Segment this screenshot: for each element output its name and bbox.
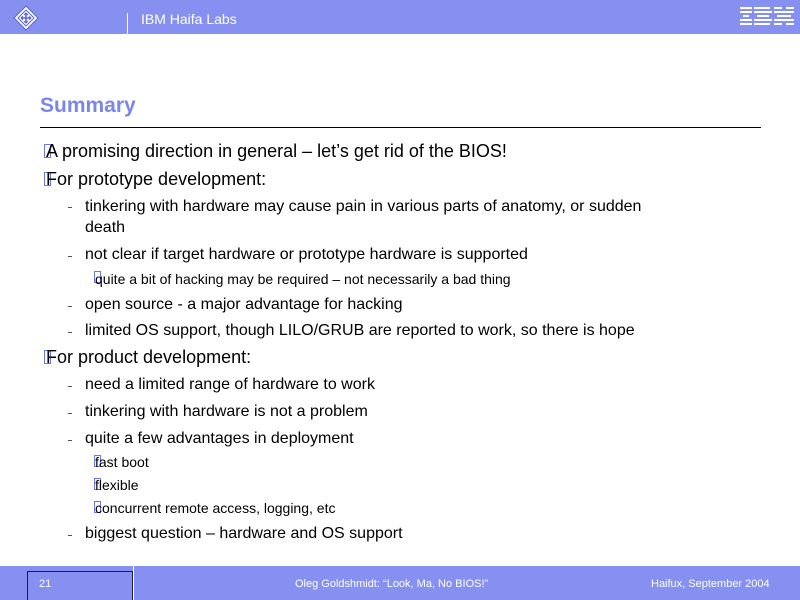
slide-title: Summary (40, 94, 136, 117)
header-divider (127, 13, 128, 34)
sub-bullet-item: tinkering with hardware may cause pain in various parts of anatomy, or sudden (85, 198, 642, 215)
header-bar (0, 0, 800, 34)
bullet-item: For prototype development: (46, 169, 267, 189)
footer-author-title: Oleg Goldshmidt: “Look, Ma, No BIOS!” (295, 578, 489, 590)
diamond-arrows-icon (13, 5, 39, 31)
sub-sub-bullet-item: concurrent remote access, logging, etc (95, 500, 336, 516)
footer-event-date: Haifux, September 2004 (651, 578, 770, 590)
ibm-logo (740, 6, 794, 26)
header-org-name: IBM Haifa Labs (141, 11, 237, 27)
dash-bullet-icon (68, 535, 72, 536)
sub-sub-bullet-item: flexible (95, 477, 139, 493)
sub-bullet-item: not clear if target hardware or prototype hardware is supported (85, 246, 528, 263)
sub-bullet-item: tinkering with hardware is not a problem (85, 403, 368, 420)
sub-bullet-item: biggest question – hardware and OS support (85, 525, 403, 542)
dash-bullet-icon (68, 332, 72, 333)
dash-bullet-icon (68, 306, 72, 307)
bullet-item: For product development: (46, 347, 252, 367)
dash-bullet-icon (68, 413, 72, 414)
dash-bullet-icon (68, 440, 72, 441)
dash-bullet-icon (68, 256, 72, 257)
sub-bullet-item: quite a few advantages in deployment (85, 430, 354, 447)
sub-bullet-item: limited OS support, though LILO/GRUB are reported to work, so there is hope (85, 322, 635, 339)
sub-sub-bullet-item: quite a bit of hacking may be required – not necessarily a bad thing (95, 271, 511, 287)
bullet-item: A promising direction in general – let’s get rid of the BIOS! (46, 141, 507, 161)
footer-divider (133, 566, 134, 600)
sub-sub-bullet-item: fast boot (95, 454, 149, 470)
dash-bullet-icon (68, 386, 72, 387)
sub-bullet-item: open source - a major advantage for hacking (85, 296, 403, 313)
page-number: 21 (39, 578, 52, 590)
sub-bullet-continuation: death (85, 219, 126, 236)
sub-bullet-item: need a limited range of hardware to work (85, 376, 375, 393)
title-divider (40, 127, 761, 128)
dash-bullet-icon (68, 207, 72, 208)
